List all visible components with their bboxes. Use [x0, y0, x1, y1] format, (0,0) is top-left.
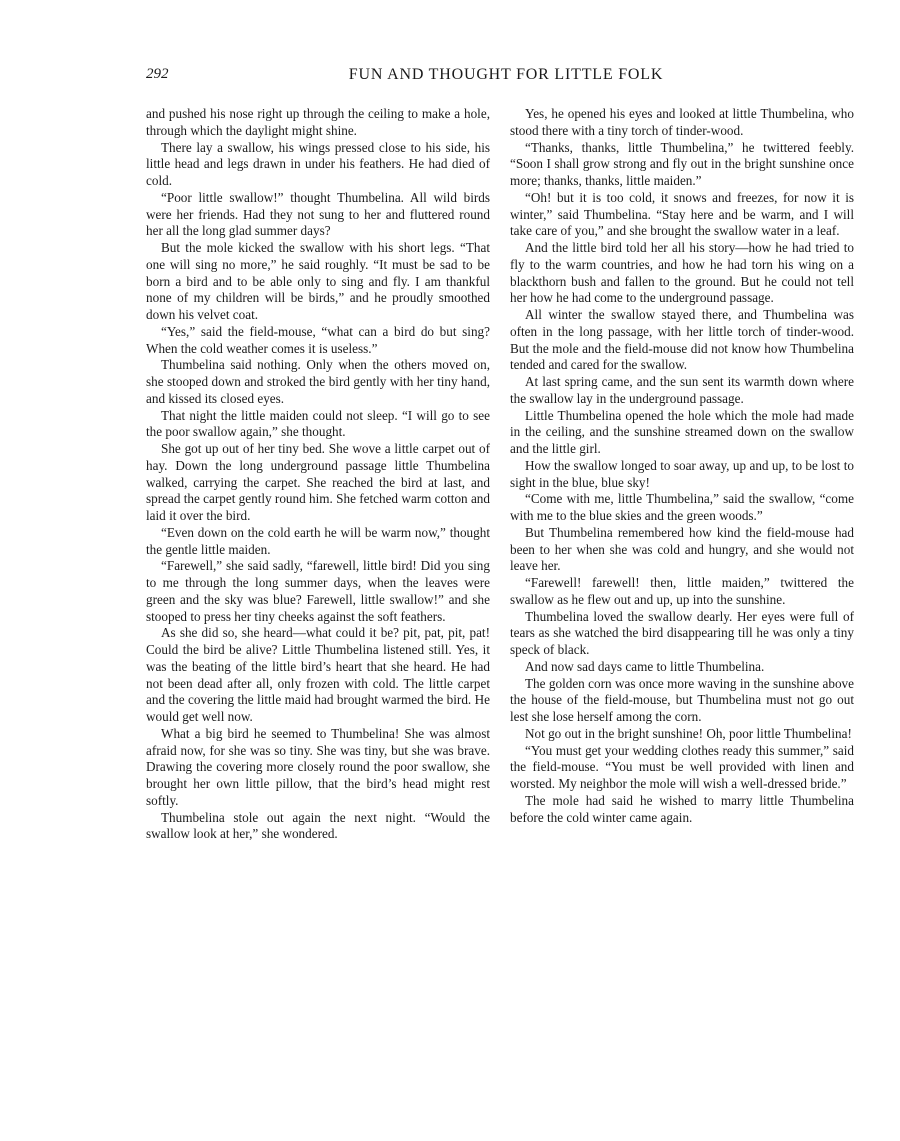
paragraph: “Come with me, little Thumbelina,” said the swallow, “come with me to the blue skies and the green woods.” [510, 491, 854, 523]
paragraph: “Thanks, thanks, little Thumbelina,” he twittered feebly. “Soon I shall grow strong and fly out in the bright sunshine once more; thanks, thanks, little maiden.” [510, 139, 854, 188]
left-column [146, 106, 490, 843]
paragraph: That night the little maiden could not sleep. “I will go to see the poor swallow again,” she thought. [146, 407, 490, 440]
paragraph: “Even down on the cold earth he will be warm now,” thought the gentle little maiden. [146, 524, 490, 557]
paragraph: How the swallow longed to soar away, up and up, to be lost to sight in the blue, blue sky! [510, 457, 854, 490]
paragraph: What a big bird he seemed to Thumbelina! She was almost afraid now, for she was so tiny. She was tiny, but she was brave. Drawing the covering more closely round the poor swallow, she brought her own little pillow, that the bird’s head might rest softly. [146, 725, 490, 808]
paragraph: Thumbelina stole out again the next night. “Would the swallow look at her,” she wondered. [146, 809, 490, 842]
paragraph: The golden corn was once more waving in the sunshine above the house of the field-mouse, but Thumbelina must not go out lest she lose herself among the corn. [510, 675, 854, 724]
paragraph: But Thumbelina remembered how kind the field-mouse had been to her when she was cold and hungry, and she would not leave her. [510, 524, 854, 574]
paragraph: But the mole kicked the swallow with his short legs. “That one will sing no more,” he said roughly. “It must be sad to be born a bird and to be able only to sing and fly. I am thankful none of my children will be birds,” and he proudly smoothed down his velvet coat. [146, 240, 490, 322]
paragraph: Not go out in the bright sunshine! Oh, poor little Thumbelina! [525, 725, 852, 741]
paragraph: Yes, he opened his eyes and looked at little Thumbelina, who stood there with a tiny torch of tinder-wood. [510, 106, 854, 138]
running-title: FUN AND THOUGHT FOR LITTLE FOLK [348, 66, 664, 83]
paragraph: As she did so, she heard—what could it be? pit, pat, pit, pat! Could the bird be alive? Little Thumbelina listened still. Yes, it was the beating of the little bird’s heart that she heard. He had not been dead after all, only frozen with cold. The little carpet and the covering the little maid had brought warmed the bird. He would get well now. [146, 625, 490, 724]
paragraph: There lay a swallow, his wings pressed close to his side, his little head and legs drawn in under his feathers. He had died of cold. [146, 139, 490, 188]
paragraph: And the little bird told her all his story—how he had tried to fly to the warm countries, and how he had torn his wing on a blackthorn bush and fallen to the ground. But he could not tell her how he had come to the underground passage. [510, 240, 854, 306]
paragraph: At last spring came, and the sun sent its warmth down where the swallow lay in the underground passage. [510, 374, 854, 406]
paragraph: And now sad days came to little Thumbelina. [525, 658, 765, 674]
paragraph: “Farewell! farewell! then, little maiden,” twittered the swallow as he flew out and up, up into the sunshine. [510, 575, 854, 607]
page-number: 292 [146, 66, 169, 82]
paragraph: Thumbelina loved the swallow dearly. Her eyes were full of tears as she watched the bird disappearing till he was only a tiny speck of black. [510, 608, 854, 657]
paragraph: “Farewell,” she said sadly, “farewell, little bird! Did you sing to me through the long summer days, when the leaves were green and the sky was blue? Farewell, little swallow!” and she stooped to press her tiny cheeks against the soft feathers. [146, 558, 490, 624]
paragraph: and pushed his nose right up through the ceiling to make a hole, through which the daylight might shine. [146, 106, 490, 138]
paragraph: “You must get your wedding clothes ready this summer,” said the field-mouse. “You must be well provided with linen and worsted. My neighbor the mole will wish a well-dressed bride.” [510, 742, 854, 791]
paragraph: “Poor little swallow!” thought Thumbelina. All wild birds were her friends. Had they not sung to her and fluttered round her all the long glad summer days? [146, 189, 490, 239]
paragraph: “Yes,” said the field-mouse, “what can a bird do but sing? When the cold weather comes it is useless.” [146, 323, 490, 356]
paragraph: All winter the swallow stayed there, and Thumbelina was often in the long passage, with her little torch of tinder-wood. But the mole and the field-mouse did not know how Thumbelina tended and cared for the swallow. [510, 307, 854, 373]
paragraph: Little Thumbelina opened the hole which the mole had made in the ceiling, and the sunshine streamed down on the swallow and the little girl. [510, 407, 854, 456]
page-header [146, 66, 866, 86]
paragraph: “Oh! but it is too cold, it snows and freezes, for now it is winter,” said Thumbelina. “Stay here and be warm, and I will take care of you,” and she brought the swallow water in a leaf. [510, 189, 854, 239]
right-column [510, 106, 854, 826]
paragraph: She got up out of her tiny bed. She wove a little carpet out of hay. Down the long underground passage little Thumbelina walked, carrying the carpet. She reached the bird at last, and spread the carpet gently round him. She fetched warm cotton and laid it over the bird. [146, 441, 490, 523]
paragraph: Thumbelina said nothing. Only when the others moved on, she stooped down and stroked the bird gently with her tiny hand, and kissed its closed eyes. [146, 357, 490, 406]
paragraph: The mole had said he wished to marry little Thumbelina before the cold winter came again. [510, 792, 854, 825]
